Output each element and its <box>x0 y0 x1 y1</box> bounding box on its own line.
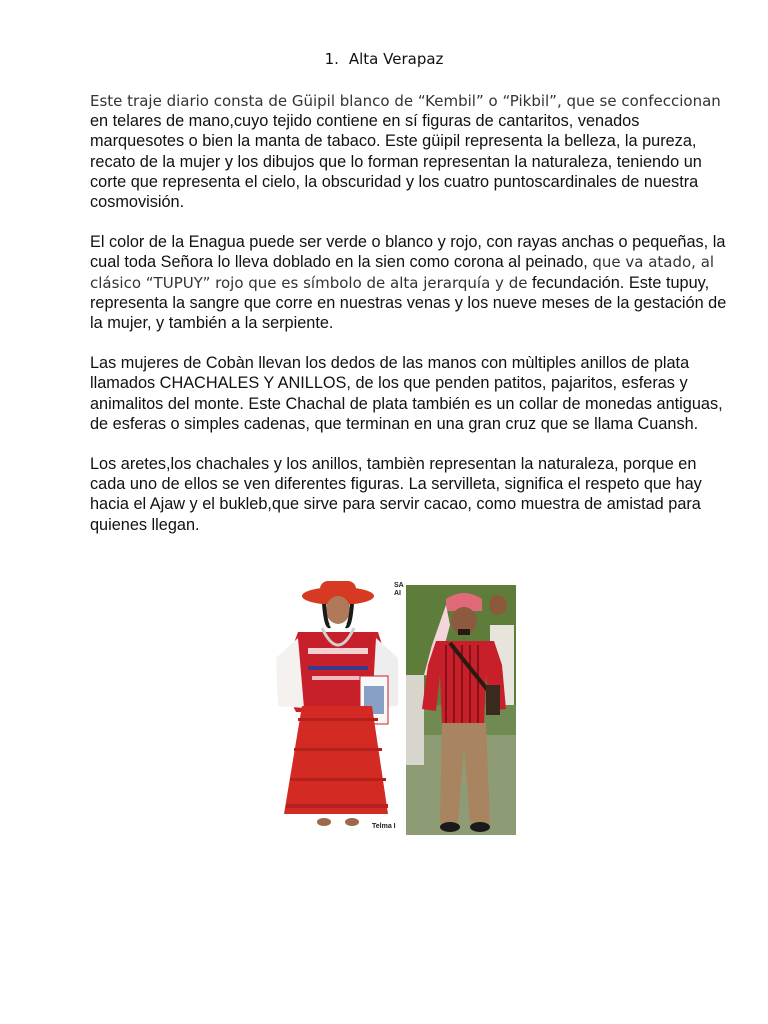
paragraph-1-rest: en telares de mano,cuyo tejido contiene en sí figuras de cantaritos, venados marquesotes o bien la manta de tabaco. Este güipil representa la belleza, la pureza, recato de la mujer y los dibujos que lo forman representan la naturaleza, teniendo un corte que representa el cielo, la obscuridad y los cuatro puntoscardinales de nuestra cosmovisión. <box>90 112 702 212</box>
photo-caption-bottom: Telma I <box>372 823 396 830</box>
paragraph-1 <box>90 91 730 212</box>
paragraph-1-first-line: Este traje diario consta de Güipil blanco de “Kembil” o “Pikbil”, que se confeccionan <box>90 92 721 110</box>
paragraph-2-part-b: que va atado, al clásico “TUPUY” rojo que es símbolo de alta jerarquía y de <box>90 253 715 292</box>
paragraph-2-part-a: El color de la Enagua puede ser verde o blanco y rojo, con rayas anchas o pequeñas, la cual toda Señora lo lleva doblado en la sien como corona al peinado, <box>90 233 726 272</box>
man-costume-photo <box>406 585 516 835</box>
paragraph-4: Los aretes,los chachales y los anillos, tambièn representan la naturaleza, porque en cada uno de ellos se ven diferentes figuras. La servilleta, significa el respeto que hay hacia el Ajaw y el bukleb,que sirve para servir cacao, como muestra de amistad para quienes llegan. <box>90 455 702 534</box>
photo-caption-top: SA AI <box>394 582 404 597</box>
body-text <box>90 91 730 555</box>
heading-title: Alta Verapaz <box>348 50 444 68</box>
paragraph-3: Las mujeres de Cobàn llevan los dedos de las manos con mùltiples anillos de plata llamados CHACHALES Y ANILLOS, de los que penden patitos, pajaritos, esferas y animalitos del monte. Este Chachal de plata también es un collar de monedas antiguas, de esferas o simples cadenas, que terminan en una gran cruz que se llama Cuansh. <box>90 354 723 433</box>
heading-number: 1. <box>324 50 339 68</box>
costume-photos <box>268 578 518 838</box>
paragraph-2 <box>90 232 730 333</box>
section-heading <box>0 50 768 68</box>
paragraph-2-part-c: fecundación. Este tupuy, representa la sangre que corre en nuestras venas y los nueve meses de la gestación de la mujer, y también a la serpiente. <box>90 273 727 333</box>
woman-costume-photo <box>268 578 406 834</box>
